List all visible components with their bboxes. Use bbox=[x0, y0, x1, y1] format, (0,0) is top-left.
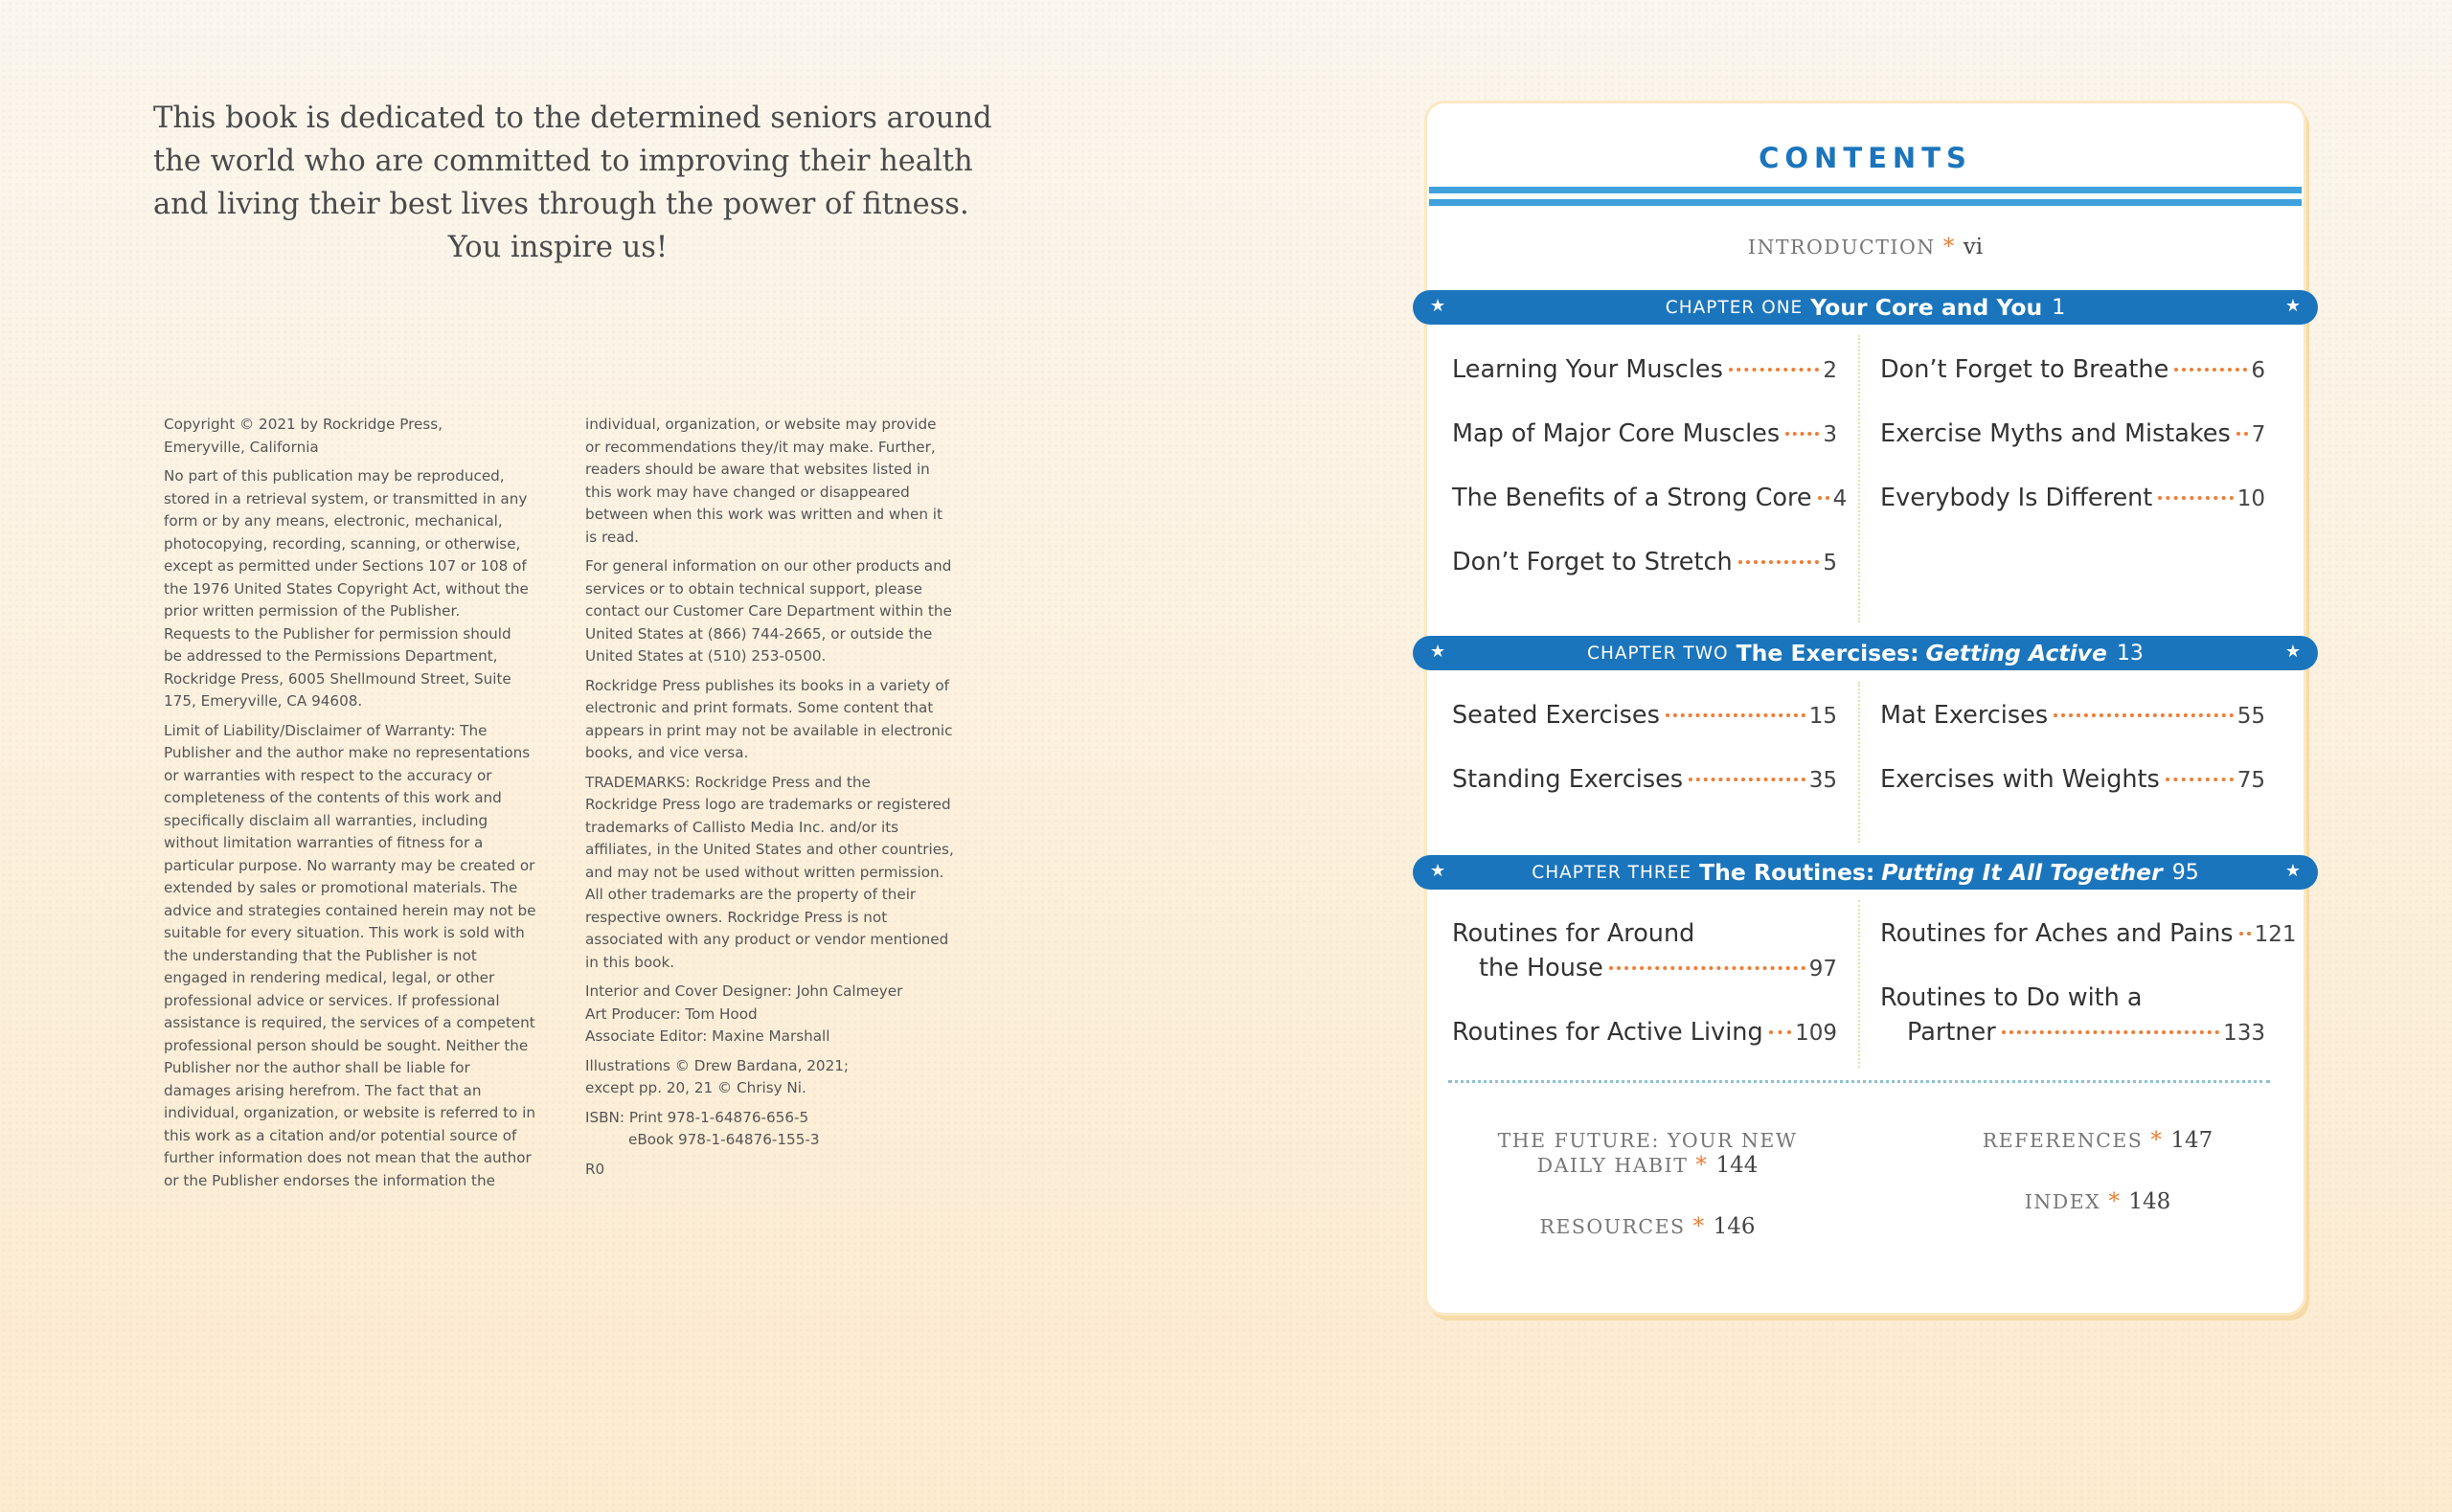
leader-dots bbox=[2174, 368, 2247, 372]
copyright-line: individual, organization, or website is referred to in bbox=[164, 1104, 535, 1121]
toc-entry-page: 6 bbox=[2251, 358, 2265, 383]
toc-entry-page: 2 bbox=[1823, 358, 1837, 383]
copyright-column-right bbox=[585, 414, 988, 1187]
toc-entry-title: Mat Exercises bbox=[1880, 701, 2049, 730]
toc-entry-title: Don’t Forget to Breathe bbox=[1880, 355, 2169, 384]
toc-entry-page: 55 bbox=[2236, 704, 2265, 729]
future-label-line2: DAILY HABIT bbox=[1536, 1154, 1689, 1177]
chapter-banner[interactable] bbox=[1413, 290, 2318, 325]
toc-entry[interactable] bbox=[1452, 1015, 1837, 1050]
copyright-line: United States at (510) 253-0500. bbox=[585, 647, 827, 665]
copyright-line: is read. bbox=[585, 528, 639, 546]
toc-item[interactable] bbox=[1452, 481, 1848, 516]
toc-entry-page: 4 bbox=[1832, 486, 1848, 511]
copyright-line: United States at (866) 744-2665, or outside the bbox=[585, 624, 933, 643]
toc-item[interactable] bbox=[1880, 762, 2265, 798]
leader-dots bbox=[1609, 966, 1805, 970]
copyright-paragraph bbox=[585, 555, 988, 668]
toc-introduction[interactable] bbox=[1427, 235, 2304, 260]
toc-entry[interactable] bbox=[1880, 352, 2265, 388]
copyright-line: Associate Editor: Maxine Marshall bbox=[585, 1027, 830, 1045]
star-icon: ★ bbox=[1430, 642, 1446, 662]
copyright-line: associated with any product or vendor mentioned bbox=[585, 931, 949, 948]
toc-resources[interactable] bbox=[1489, 1214, 1805, 1239]
copyright-line: Limit of Liability/Disclaimer of Warranty: The bbox=[164, 721, 488, 739]
leader-dots bbox=[1785, 432, 1819, 436]
toc-index[interactable] bbox=[1940, 1189, 2256, 1214]
contents-title: CONTENTS bbox=[1759, 142, 1972, 174]
toc-entry-line1 bbox=[1880, 981, 2265, 1015]
copyright-line: professional person should be sought. Neither the bbox=[164, 1036, 529, 1054]
star-icon: * bbox=[2108, 1189, 2122, 1214]
toc-entry-title: Routines for Aches and Pains bbox=[1880, 919, 2234, 948]
leader-dots bbox=[1729, 368, 1819, 372]
toc-entry-title: Routines for Active Living bbox=[1452, 1018, 1763, 1047]
toc-entry-page: 97 bbox=[1808, 957, 1837, 982]
leader-dots bbox=[1769, 1030, 1791, 1034]
toc-column-right bbox=[1880, 352, 2265, 545]
introduction-page: vi bbox=[1963, 235, 1984, 260]
toc-entry-title: Routines to Do with a bbox=[1880, 983, 2143, 1012]
toc-entry-title: Everybody Is Different bbox=[1880, 484, 2153, 512]
copyright-line: this work may have changed or disappeared bbox=[585, 483, 910, 501]
copyright-line: affiliates, in the United States and other countries, bbox=[585, 841, 954, 858]
copyright-line: Interior and Cover Designer: John Calmeyer bbox=[585, 982, 903, 1000]
toc-item[interactable] bbox=[1880, 698, 2265, 733]
toc-entry-title: Exercises with Weights bbox=[1880, 765, 2160, 794]
copyright-line: or the Publisher endorses the information the bbox=[164, 1171, 495, 1189]
copyright-line: further information does not mean that the author bbox=[164, 1149, 532, 1166]
toc-entry-title: Exercise Myths and Mistakes bbox=[1880, 419, 2231, 448]
copyright-column-left bbox=[164, 414, 556, 1199]
toc-entry[interactable] bbox=[1880, 762, 2265, 798]
toc-entry-page: 133 bbox=[2223, 1021, 2265, 1046]
references-page: 147 bbox=[2170, 1128, 2214, 1153]
index-page: 148 bbox=[2128, 1189, 2171, 1214]
star-icon: ★ bbox=[2284, 296, 2301, 316]
copyright-line: eBook 978-1-64876-155-3 bbox=[628, 1131, 820, 1148]
toc-item[interactable] bbox=[1880, 916, 2297, 952]
copyright-paragraph bbox=[585, 1055, 988, 1100]
copyright-line: services or to obtain technical support, please bbox=[585, 579, 923, 598]
copyright-line: 175, Emeryville, CA 94608. bbox=[164, 692, 363, 710]
future-page: 144 bbox=[1715, 1153, 1759, 1178]
toc-entry[interactable] bbox=[1452, 481, 1848, 516]
introduction-label: INTRODUCTION bbox=[1747, 236, 1936, 259]
toc-entry-title: The Benefits of a Strong Core bbox=[1452, 484, 1812, 512]
toc-column-right bbox=[1880, 916, 2297, 1079]
toc-entry-title: Seated Exercises bbox=[1452, 701, 1660, 730]
copyright-paragraph bbox=[585, 1159, 988, 1182]
toc-item[interactable] bbox=[1880, 481, 2265, 516]
chapter-page: 1 bbox=[2052, 295, 2066, 320]
toc-item[interactable] bbox=[1452, 762, 1837, 798]
chapter-page: 95 bbox=[2171, 860, 2199, 885]
toc-entry-page: 3 bbox=[1823, 422, 1837, 447]
copyright-paragraph bbox=[164, 720, 556, 1193]
copyright-line: electronic and print formats. Some content that bbox=[585, 699, 934, 716]
copyright-line: Art Producer: Tom Hood bbox=[585, 1004, 758, 1023]
star-icon: * bbox=[1692, 1214, 1706, 1239]
toc-entry[interactable] bbox=[1880, 1015, 2265, 1050]
copyright-line: ISBN: Print 978-1-64876-656-5 bbox=[585, 1108, 809, 1126]
copyright-line: prior written permission of the Publisher. bbox=[164, 602, 461, 620]
column-divider bbox=[1858, 900, 1860, 1068]
copyright-line: Emeryville, California bbox=[164, 438, 319, 456]
toc-item[interactable] bbox=[1880, 417, 2265, 452]
chapter-subtitle: Getting Active bbox=[1925, 640, 2107, 666]
toc-future-habit[interactable] bbox=[1489, 1128, 1805, 1178]
leader-dots bbox=[2239, 932, 2251, 936]
copyright-line: completeness of the contents of this work and bbox=[164, 789, 502, 806]
chapter-banner[interactable] bbox=[1413, 636, 2318, 670]
copyright-paragraph bbox=[585, 675, 988, 765]
copyright-line: Copyright © 2021 by Rockridge Press, bbox=[164, 416, 443, 433]
toc-entry-title: Routines for Around bbox=[1452, 919, 1695, 948]
chapter-label: CHAPTER ONE bbox=[1665, 297, 1804, 318]
resources-page: 146 bbox=[1713, 1214, 1756, 1239]
copyright-line: Rockridge Press publishes its books in a variety of bbox=[585, 676, 949, 694]
toc-entry-title: Learning Your Muscles bbox=[1452, 355, 1723, 384]
toc-entry[interactable] bbox=[1452, 698, 1837, 733]
copyright-line: without limitation warranties of fitness for a bbox=[164, 834, 484, 851]
chapter-subtitle: Putting It All Together bbox=[1881, 859, 2163, 886]
toc-entry-page: 109 bbox=[1795, 1021, 1837, 1046]
copyright-line: suitable for every situation. This work is sold with bbox=[164, 924, 525, 941]
copyright-paragraph bbox=[164, 465, 556, 713]
copyright-line: particular purpose. No warranty may be created or bbox=[164, 856, 535, 874]
toc-entry-title: the House bbox=[1479, 954, 1603, 982]
copyright-paragraph bbox=[164, 414, 556, 459]
toc-item[interactable] bbox=[1880, 981, 2265, 1050]
title-rule bbox=[1429, 187, 2302, 193]
copyright-line: or warranties with respect to the accuracy or bbox=[164, 766, 492, 784]
toc-references[interactable] bbox=[1940, 1128, 2256, 1153]
toc-entry[interactable] bbox=[1452, 417, 1837, 452]
toc-entry-page: 5 bbox=[1823, 551, 1837, 575]
star-icon: ★ bbox=[2284, 642, 2301, 662]
copyright-line: trademarks of Callisto Media Inc. and/or its bbox=[585, 818, 899, 836]
toc-item[interactable] bbox=[1880, 352, 2265, 388]
leader-dots bbox=[2166, 778, 2234, 781]
toc-entry[interactable] bbox=[1452, 951, 1837, 986]
copyright-line: stored in a retrieval system, or transmitted in any bbox=[164, 489, 528, 508]
copyright-paragraph bbox=[585, 414, 988, 549]
copyright-line: respective owners. Rockridge Press is not bbox=[585, 908, 888, 926]
star-icon: ★ bbox=[1430, 861, 1446, 881]
toc-item[interactable] bbox=[1452, 417, 1837, 452]
toc-entry-page: 15 bbox=[1808, 704, 1837, 729]
copyright-paragraph bbox=[585, 772, 988, 975]
copyright-line: advice and strategies contained herein may not be bbox=[164, 901, 536, 919]
copyright-line: Publisher and the author make no representations bbox=[164, 744, 531, 761]
copyright-line: No part of this publication may be reproduced, bbox=[164, 467, 505, 485]
toc-entry-page: 35 bbox=[1808, 768, 1837, 793]
copyright-line: individual, organization, or website may provide bbox=[585, 416, 937, 433]
leader-dots bbox=[1738, 560, 1820, 564]
copyright-line: books, and vice versa. bbox=[585, 744, 749, 761]
toc-entry-title: Map of Major Core Muscles bbox=[1452, 419, 1781, 448]
leader-dots bbox=[1689, 778, 1805, 781]
toc-entry[interactable] bbox=[1452, 762, 1837, 798]
copyright-line: the 1976 United States Copyright Act, without the bbox=[164, 579, 529, 598]
chapter-banner[interactable] bbox=[1413, 855, 2318, 890]
dedication-line: This book is dedicated to the determined seniors around bbox=[153, 102, 992, 135]
toc-entry[interactable] bbox=[1452, 545, 1837, 580]
chapter-label: CHAPTER THREE bbox=[1532, 862, 1692, 883]
leader-dots bbox=[2002, 1030, 2219, 1034]
toc-entry-line1 bbox=[1452, 916, 1837, 951]
toc-column-left bbox=[1452, 352, 1848, 609]
star-icon: ★ bbox=[2284, 861, 2301, 881]
toc-item[interactable] bbox=[1452, 698, 1837, 733]
toc-column-left bbox=[1452, 698, 1837, 826]
copyright-line: All other trademarks are the property of their bbox=[585, 886, 917, 903]
index-label: INDEX bbox=[2024, 1190, 2101, 1213]
column-divider bbox=[1858, 682, 1860, 843]
copyright-line: form or by any means, electronic, mechanical, bbox=[164, 512, 503, 530]
leader-dots bbox=[2158, 496, 2233, 500]
copyright-line: readers should be aware that websites listed in bbox=[585, 461, 930, 478]
copyright-line: in this book. bbox=[585, 953, 675, 971]
star-icon: * bbox=[2150, 1128, 2164, 1153]
resources-label: RESOURCES bbox=[1539, 1215, 1686, 1238]
copyright-line: specifically disclaim all warranties, including bbox=[164, 811, 488, 829]
copyright-line: For general information on our other products and bbox=[585, 557, 952, 575]
dedication-line: You inspire us! bbox=[447, 231, 669, 264]
toc-item[interactable] bbox=[1452, 545, 1837, 580]
dedication bbox=[153, 97, 992, 269]
dedication-line: the world who are committed to improving their health bbox=[153, 145, 973, 178]
copyright-line: this work as a citation and/or potential source of bbox=[164, 1126, 517, 1144]
toc-entry[interactable] bbox=[1880, 481, 2265, 516]
toc-entry-title: Partner bbox=[1907, 1018, 1996, 1047]
toc-entry-title: Don’t Forget to Stretch bbox=[1452, 548, 1733, 576]
toc-item[interactable] bbox=[1452, 1015, 1837, 1050]
chapter-label: CHAPTER TWO bbox=[1587, 643, 1729, 664]
column-divider bbox=[1858, 335, 1860, 622]
copyright-line: Illustrations © Drew Bardana, 2021; bbox=[585, 1056, 850, 1074]
copyright-line: Rockridge Press, 6005 Shellmound Street, Suite bbox=[164, 669, 511, 688]
copyright-line: engaged in rendering medical, legal, or other bbox=[164, 969, 495, 986]
copyright-line: Publisher nor the author shall be liable for bbox=[164, 1059, 470, 1076]
toc-entry-page: 10 bbox=[2236, 486, 2265, 511]
copyright-line: appears in print may not be available in electronic bbox=[585, 721, 953, 739]
copyright-line: TRADEMARKS: Rockridge Press and the bbox=[585, 773, 871, 791]
copyright-line: the understanding that the Publisher is not bbox=[164, 946, 477, 964]
title-rule bbox=[1429, 199, 2302, 206]
chapter-title: The Exercises: bbox=[1736, 640, 1919, 666]
toc-entry-page: 75 bbox=[2236, 768, 2265, 793]
star-icon: * bbox=[1695, 1153, 1709, 1178]
copyright-line: R0 bbox=[585, 1160, 605, 1178]
leader-dots bbox=[1666, 713, 1805, 717]
toc-entry-page: 7 bbox=[2251, 422, 2266, 447]
future-label-line1: THE FUTURE: YOUR NEW bbox=[1497, 1129, 1798, 1152]
toc-entry-page: 121 bbox=[2254, 922, 2297, 947]
toc-entry[interactable] bbox=[1880, 916, 2297, 952]
toc-entry[interactable] bbox=[1880, 417, 2265, 452]
copyright-paragraph bbox=[585, 981, 988, 1049]
toc-entry[interactable] bbox=[1880, 698, 2265, 733]
leader-dots bbox=[1818, 496, 1829, 500]
references-label: REFERENCES bbox=[1982, 1129, 2144, 1152]
copyright-line: or recommendations they/it may make. Further, bbox=[585, 438, 936, 456]
toc-column-right bbox=[1880, 698, 2265, 826]
copyright-paragraph bbox=[585, 1107, 988, 1152]
copyright-line: extended by sales or promotional materials. The bbox=[164, 879, 518, 896]
copyright-line: except as permitted under Sections 107 or 108 of bbox=[164, 557, 527, 575]
copyright-line: damages arising herefrom. The fact that an bbox=[164, 1081, 482, 1099]
copyright-line: and may not be used without written permission. bbox=[585, 863, 944, 881]
toc-column-left bbox=[1452, 916, 1837, 1079]
toc-item[interactable] bbox=[1452, 352, 1837, 388]
leader-dots bbox=[2054, 713, 2234, 717]
chapter-title: The Routines: bbox=[1699, 859, 1875, 886]
toc-entry[interactable] bbox=[1452, 352, 1837, 388]
chapter-title: Your Core and You bbox=[1810, 294, 2043, 321]
copyright-line: between when this work was written and when it bbox=[585, 506, 942, 523]
toc-item[interactable] bbox=[1452, 916, 1837, 986]
copyright-line: contact our Customer Care Department within the bbox=[585, 602, 952, 620]
copyright-line: Rockridge Press logo are trademarks or registered bbox=[585, 796, 951, 813]
star-icon: ★ bbox=[1430, 296, 1446, 316]
copyright-line: except pp. 20, 21 © Chrisy Ni. bbox=[585, 1079, 806, 1096]
chapter-page: 13 bbox=[2116, 641, 2144, 666]
toc-entry-title: Standing Exercises bbox=[1452, 765, 1684, 794]
leader-dots bbox=[2236, 432, 2248, 436]
copyright-line: assistance is required, the services of a competent bbox=[164, 1014, 535, 1031]
dedication-line: and living their best lives through the power of fitness. bbox=[153, 188, 969, 221]
star-icon: * bbox=[1942, 235, 1956, 260]
copyright-line: professional advice or services. If professional bbox=[164, 991, 500, 1009]
back-matter-divider bbox=[1448, 1080, 2270, 1083]
copyright-line: Requests to the Publisher for permission should bbox=[164, 624, 511, 643]
copyright-line: be addressed to the Permissions Department, bbox=[164, 647, 498, 665]
copyright-line: photocopying, recording, scanning, or otherwise, bbox=[164, 534, 521, 553]
